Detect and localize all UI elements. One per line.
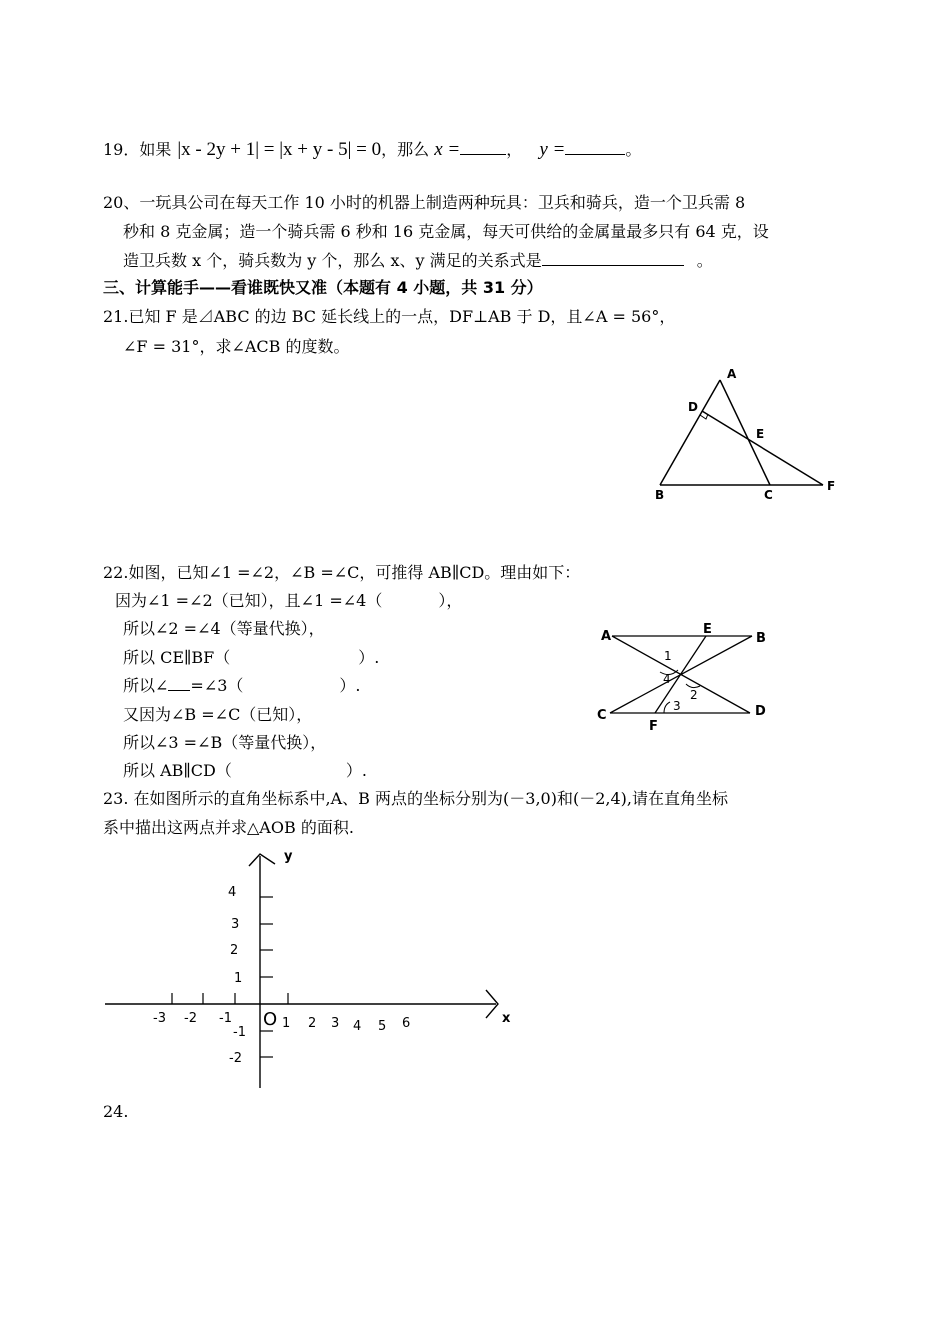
q23-y-tick-label: 1 [234, 971, 243, 986]
q23-coordinate-grid [100, 840, 520, 1095]
q21-side-ab [660, 380, 720, 485]
q19-x-blank[interactable] [460, 140, 506, 155]
q21-label-b: B [655, 488, 665, 502]
q22-label-1: 1 [664, 649, 672, 663]
q20-line3-end: 。 [696, 251, 713, 270]
q22-line2-text: 因为∠1 =∠2（已知），且∠1 =∠4（ [115, 591, 383, 610]
q22-label-d: D [755, 704, 766, 719]
q22-line7: 所以∠3 =∠B（等量代换）， [123, 733, 327, 752]
q23-y-tick-label: 4 [228, 885, 237, 900]
q23-axis-x-label: x [502, 1011, 511, 1026]
q22-line8 [123, 761, 367, 781]
q22-line5 [123, 676, 361, 696]
q22-label-4: 4 [663, 672, 671, 686]
q21-label-c: C [764, 488, 773, 502]
q22-label-e: E [703, 622, 712, 637]
q22-label-3: 3 [673, 699, 681, 713]
q22-line4 [123, 648, 379, 668]
q23-x-tick-label: 2 [308, 1016, 317, 1031]
q20-answer-blank[interactable] [542, 251, 684, 266]
q22-line4-text: 所以 CE∥BF（ [123, 648, 231, 667]
q19-sep: ， [506, 140, 523, 159]
q22-label-2: 2 [690, 688, 698, 702]
q23-x-tick-label: 4 [353, 1019, 362, 1034]
q21-line2: ∠F = 31°，求∠ACB 的度数。 [123, 337, 350, 356]
q20-line3 [123, 251, 713, 271]
q19-equation: |x - 2y + 1| = |x + y - 5| = 0 [177, 139, 382, 160]
q23-x-ticks [172, 993, 288, 1004]
q22-line3: 所以∠2 =∠4（等量代换）， [123, 619, 325, 638]
q22-label-f: F [649, 719, 658, 734]
q22-line8-text: 所以 AB∥CD（ [123, 761, 232, 780]
q21-label-e: E [756, 427, 765, 441]
q22-label-b: B [756, 631, 766, 646]
q20-line2: 秒和 8 克金属；造一个骑兵需 6 秒和 16 克金属，每天可供给的金属量最多只有 64 克，设 [123, 222, 769, 241]
q23-x-tick-label: 3 [331, 1016, 340, 1031]
q19-y-label: y = [539, 139, 566, 160]
q22-angle-arc-3 [664, 702, 670, 713]
q22-label-a: A [601, 629, 612, 644]
q21-label-d: D [688, 400, 698, 414]
q23-y-arrow [249, 854, 275, 866]
q21-line-df [702, 411, 823, 485]
q23-y-tick-label: -2 [229, 1051, 242, 1066]
q23-x-tick-label: 6 [402, 1016, 411, 1031]
q23-x-tick-label: -3 [153, 1011, 166, 1026]
q22-line5-text: 所以∠ [123, 676, 169, 695]
q22-line1: 22.如图，已知∠1 =∠2，∠B =∠C，可推得 AB∥CD。理由如下： [103, 563, 581, 582]
q23-line1: 23. 在如图所示的直角坐标系中,A、B 两点的坐标分别为(－3,0)和(－2,4),请在直角坐标 [103, 789, 728, 808]
q19-prefix: 19．如果 [103, 140, 172, 159]
q19-y-blank[interactable] [565, 140, 625, 155]
q19-line [103, 140, 641, 160]
q22-line5-mid: =∠3（ [190, 676, 244, 695]
q23-x-tick-label: -1 [219, 1011, 232, 1026]
q23-x-tick-label: 1 [282, 1016, 291, 1031]
q23-line2: 系中描出这两点并求△AOB 的面积. [103, 818, 354, 837]
q22-angle-blank[interactable] [168, 676, 190, 691]
q22-line2 [115, 591, 462, 611]
q21-triangle-figure [650, 362, 850, 507]
q22-label-c: C [597, 708, 607, 723]
q22-line5-end: ）. [339, 676, 361, 695]
q21-line1: 21.已知 F 是⊿ABC 的边 BC 延长线上的一点，DF⊥AB 于 D，且∠A = 56°， [103, 307, 676, 326]
q22-line8-end: ）. [345, 761, 367, 780]
q22-line6: 又因为∠B =∠C（已知）， [123, 705, 313, 724]
q19-middle: ，那么 [381, 140, 430, 159]
q23-y-tick-label: 3 [231, 917, 240, 932]
q23-x-tick-label: -2 [184, 1011, 197, 1026]
section3-title: 三、计算能手——看谁既快又准（本题有 4 小题，共 31 分） [103, 278, 543, 297]
q19-x-label: x = [434, 139, 461, 160]
q21-label-a: A [727, 367, 737, 381]
q22-parallel-figure [595, 620, 775, 735]
q23-y-ticks [260, 897, 273, 1057]
q21-label-f: F [827, 479, 836, 493]
q23-axis-y-label: y [284, 849, 293, 864]
q19-end: 。 [625, 140, 642, 159]
q24-label: 24. [103, 1102, 129, 1121]
q23-x-tick-label: 5 [378, 1019, 387, 1034]
q23-y-tick-label: 2 [230, 943, 239, 958]
q20-line1: 20、一玩具公司在每天工作 10 小时的机器上制造两种玩具：卫兵和骑兵，造一个卫兵需 8 [103, 193, 746, 212]
q23-y-tick-label: -1 [233, 1025, 246, 1040]
q23-origin-label: O [263, 1009, 278, 1030]
q22-line4-end: ）. [358, 648, 380, 667]
q22-line2-end: ）， [438, 591, 463, 610]
q20-line3-text: 造卫兵数 x 个，骑兵数为 y 个，那么 x、y 满足的关系式是 [123, 251, 542, 270]
